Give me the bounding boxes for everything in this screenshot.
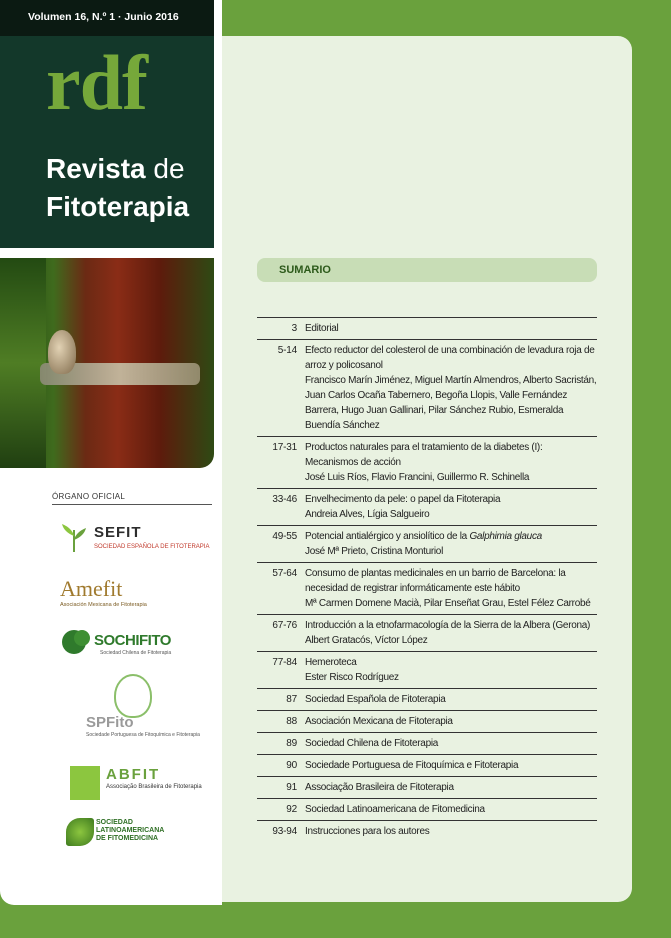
toc-pages: 89 — [286, 738, 297, 749]
divider — [52, 504, 212, 505]
toc-authors: Mª Carmen Domene Macià, Pilar Enseñat Grau, Estel Félez Carrobé — [305, 598, 591, 609]
toc-authors: Albert Gratacós, Víctor López — [305, 635, 428, 646]
spfito-subtitle: Sociedade Portuguesa de Fitoquímica e Fitoterapia — [86, 732, 200, 738]
spfito-name: SPFito — [86, 714, 134, 731]
volume-bar — [0, 0, 214, 36]
title-bold: Revista — [46, 153, 146, 184]
sochifito-leaf-icon — [60, 628, 94, 658]
toc-authors: José Luis Ríos, Flavio Francini, Guillermo R. Schinella — [305, 472, 530, 483]
toc-entry[interactable] — [257, 798, 597, 820]
sochifito-subtitle: Sociedad Chilena de Fitoterapia — [100, 650, 172, 656]
abfit-subtitle: Associação Brasileira de Fitoterapia — [106, 784, 202, 790]
toc-pages: 88 — [286, 716, 297, 727]
title-rest: de — [153, 153, 185, 184]
toc-entry[interactable] — [257, 614, 597, 651]
toc-text — [305, 529, 597, 559]
toc-title: Hemeroteca — [305, 657, 357, 668]
toc-entry[interactable] — [257, 754, 597, 776]
amefit-subtitle: Asociación Mexicana de Fitoterapia — [60, 602, 147, 608]
toc-pages: 92 — [286, 804, 297, 815]
journal-logo: rdf — [46, 39, 147, 126]
toc-entry[interactable] — [257, 436, 597, 488]
toc-entry[interactable] — [257, 525, 597, 562]
toc-text — [305, 692, 597, 707]
toc-pages: 77-84 — [272, 657, 297, 668]
toc-text — [305, 492, 597, 522]
toc-entry[interactable] — [257, 339, 597, 436]
toc-entry[interactable] — [257, 488, 597, 525]
toc-title: Associação Brasileira de Fitoterapia — [305, 782, 454, 793]
toc-entry[interactable] — [257, 820, 597, 842]
sefit-subtitle: SOCIEDAD ESPAÑOLA DE FITOTERAPIA — [94, 544, 210, 550]
toc-title: Asociación Mexicana de Fitoterapia — [305, 716, 453, 727]
toc-title: Sociedad Latinoamericana de Fitomedicina — [305, 804, 485, 815]
sefit-name: SEFIT — [94, 524, 142, 541]
toc-pages: 90 — [286, 760, 297, 771]
sochifito-name: SOCHIFITO — [94, 632, 171, 649]
toc-title: Consumo de plantas medicinales en un barrio de Barcelona: la necesidad de registrar informáticamente este hábito — [305, 568, 566, 594]
sefit-plant-icon — [60, 522, 88, 552]
toc-authors: Ester Risco Rodríguez — [305, 672, 399, 683]
toc-pages: 5-14 — [277, 345, 297, 356]
toc-pages: 57-64 — [272, 568, 297, 579]
toc-pages: 33-46 — [272, 494, 297, 505]
toc-title: Productos naturales para el tratamiento de la diabetes (I): Mecanismos de acción — [305, 442, 543, 468]
toc-pages: 49-55 — [272, 531, 297, 542]
toc-title-italic: Galphimia glauca — [469, 531, 542, 542]
cover-photo — [0, 258, 214, 468]
sla-leaf-icon — [66, 818, 94, 846]
toc-text — [305, 321, 597, 336]
toc-text — [305, 758, 597, 773]
toc-entry[interactable] — [257, 562, 597, 614]
toc-entry[interactable] — [257, 651, 597, 688]
toc-title: Sociedad Chilena de Fitoterapia — [305, 738, 439, 749]
toc-pages: 93-94 — [272, 826, 297, 837]
toc-title: Instrucciones para los autores — [305, 826, 430, 837]
toc-title: Efecto reductor del colesterol de una combinación de levadura roja de arroz y policosanol — [305, 345, 595, 371]
table-of-contents — [257, 317, 597, 842]
toc-text — [305, 440, 597, 485]
sefit-logo — [60, 522, 210, 557]
toc-entry[interactable] — [257, 688, 597, 710]
toc-authors: Francisco Marín Jiménez, Miguel Martín Almendros, Alberto Sacristán, Juan Carlos Ocaña Tabernero, Begoña Llopis, Valle Fernández Barrera, Hugo Juan Gallinari, Pilar Sánchez Rubio, Esmeralda Buendía Sánchez — [305, 375, 597, 431]
toc-entry[interactable] — [257, 732, 597, 754]
toc-title: Potencial antialérgico y ansiolítico de la — [305, 531, 470, 542]
toc-pages: 67-76 — [272, 620, 297, 631]
toc-entry[interactable] — [257, 776, 597, 798]
sla-name: SOCIEDAD LATINOAMERICANA DE FITOMEDICINA — [96, 819, 165, 843]
toc-text — [305, 618, 597, 648]
sumario-header — [257, 258, 597, 282]
organo-label: ÓRGANO OFICIAL — [52, 492, 126, 501]
toc-entry[interactable] — [257, 317, 597, 339]
toc-text — [305, 714, 597, 729]
volume-label: Volumen 16, N.º 1 · Junio 2016 — [28, 11, 179, 23]
toc-pages: 3 — [291, 323, 297, 334]
sumario-label: SUMARIO — [279, 264, 331, 276]
toc-title: Sociedad Española de Fitoterapia — [305, 694, 446, 705]
toc-text — [305, 655, 597, 685]
toc-entry[interactable] — [257, 710, 597, 732]
toc-text — [305, 780, 597, 795]
toc-title: Introducción a la etnofarmacología de la Sierra de la Albera (Gerona) — [305, 620, 591, 631]
amefit-name: Amefit — [60, 576, 123, 601]
journal-title-line1 — [46, 154, 185, 185]
spfito-leaf-icon — [114, 674, 152, 718]
toc-text — [305, 566, 597, 611]
toc-text — [305, 736, 597, 751]
toc-text — [305, 343, 597, 433]
journal-title-line2: Fitoterapia — [46, 191, 190, 222]
toc-title: Sociedade Portuguesa de Fitoquímica e Fitoterapia — [305, 760, 519, 771]
toc-pages: 87 — [286, 694, 297, 705]
toc-title: Envelhecimento da pele: o papel da Fitoterapia — [305, 494, 501, 505]
toc-pages: 17-31 — [272, 442, 297, 453]
toc-authors: José Mª Prieto, Cristina Monturiol — [305, 546, 443, 557]
toc-text — [305, 824, 597, 839]
toc-title: Editorial — [305, 323, 339, 334]
amefit-logo — [60, 576, 147, 608]
sochifito-logo — [60, 628, 172, 663]
abfit-name: ABFIT — [106, 766, 161, 783]
abfit-plant-icon — [70, 766, 100, 800]
toc-pages: 91 — [286, 782, 297, 793]
toc-text — [305, 802, 597, 817]
bud-shape — [48, 330, 76, 374]
toc-authors: Andreia Alves, Lígia Salgueiro — [305, 509, 430, 520]
leaf-shape — [0, 258, 46, 468]
